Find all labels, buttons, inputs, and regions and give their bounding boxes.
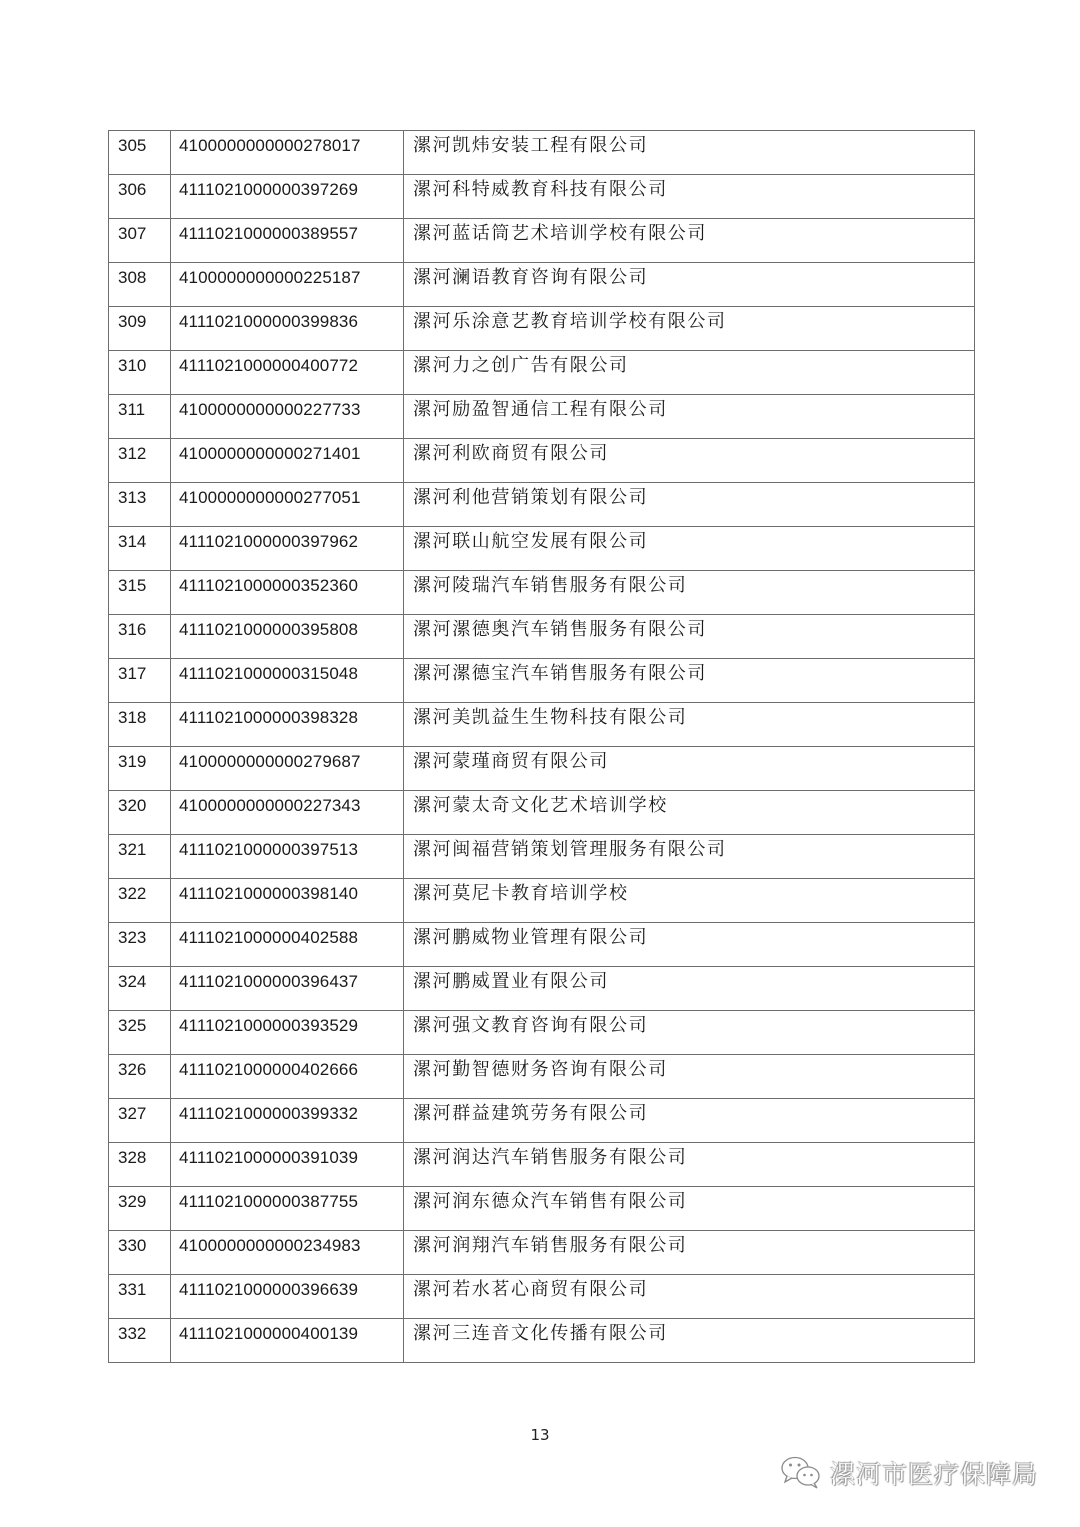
row-number: 309 bbox=[118, 312, 147, 331]
table-row bbox=[109, 967, 975, 1011]
code-cell bbox=[171, 1099, 404, 1143]
row-number-cell bbox=[109, 1099, 171, 1143]
company-name-cell bbox=[404, 1319, 975, 1363]
row-number-cell bbox=[109, 879, 171, 923]
table-row bbox=[109, 527, 975, 571]
company-name: 漯河漯德奥汽车销售服务有限公司 bbox=[413, 619, 707, 640]
company-name-cell bbox=[404, 351, 975, 395]
company-name-cell bbox=[404, 395, 975, 439]
company-name-cell bbox=[404, 219, 975, 263]
row-number-cell bbox=[109, 219, 171, 263]
table-row bbox=[109, 395, 975, 439]
organization-code: 4111021000000400772 bbox=[179, 356, 359, 375]
row-number-cell bbox=[109, 835, 171, 879]
company-name: 漯河三连音文化传播有限公司 bbox=[413, 1323, 668, 1344]
table-row bbox=[109, 1143, 975, 1187]
code-cell bbox=[171, 967, 404, 1011]
table-row bbox=[109, 1187, 975, 1231]
row-number-cell bbox=[109, 175, 171, 219]
company-name-cell bbox=[404, 175, 975, 219]
row-number-cell bbox=[109, 791, 171, 835]
code-cell bbox=[171, 1143, 404, 1187]
organization-code: 4100000000000227343 bbox=[179, 796, 361, 815]
company-name-cell bbox=[404, 1275, 975, 1319]
code-cell bbox=[171, 219, 404, 263]
row-number: 332 bbox=[118, 1324, 147, 1343]
row-number: 322 bbox=[118, 884, 147, 903]
code-cell bbox=[171, 1231, 404, 1275]
watermark-text: 漯河市医疗保障局 bbox=[830, 1460, 1039, 1489]
organization-code: 4111021000000395808 bbox=[179, 620, 359, 639]
row-number-cell bbox=[109, 923, 171, 967]
row-number: 315 bbox=[118, 576, 147, 595]
table-row bbox=[109, 307, 975, 351]
company-name: 漯河蓝话筒艺术培训学校有限公司 bbox=[413, 223, 707, 244]
company-name: 漯河鹏威物业管理有限公司 bbox=[413, 927, 649, 948]
table-row bbox=[109, 439, 975, 483]
row-number: 320 bbox=[118, 796, 147, 815]
organization-code: 4100000000000277051 bbox=[179, 488, 361, 507]
row-number: 313 bbox=[118, 488, 147, 507]
company-name: 漯河蒙瑾商贸有限公司 bbox=[413, 751, 609, 772]
row-number-cell bbox=[109, 1055, 171, 1099]
row-number-cell bbox=[109, 1275, 171, 1319]
company-name: 漯河群益建筑劳务有限公司 bbox=[413, 1103, 649, 1124]
row-number: 321 bbox=[118, 840, 147, 859]
code-cell bbox=[171, 307, 404, 351]
row-number: 308 bbox=[118, 268, 147, 287]
company-name-cell bbox=[404, 791, 975, 835]
table-row bbox=[109, 835, 975, 879]
organization-code: 4111021000000398140 bbox=[179, 884, 359, 903]
company-name-cell bbox=[404, 967, 975, 1011]
organization-code: 4111021000000399332 bbox=[179, 1104, 359, 1123]
company-name: 漯河强文教育咨询有限公司 bbox=[413, 1015, 649, 1036]
row-number: 305 bbox=[118, 136, 147, 155]
table-row bbox=[109, 263, 975, 307]
row-number-cell bbox=[109, 703, 171, 747]
row-number-cell bbox=[109, 395, 171, 439]
company-name-cell bbox=[404, 659, 975, 703]
row-number: 319 bbox=[118, 752, 147, 771]
company-name: 漯河若水茗心商贸有限公司 bbox=[413, 1279, 649, 1300]
organization-code: 4111021000000387755 bbox=[179, 1192, 359, 1211]
row-number: 307 bbox=[118, 224, 147, 243]
row-number: 330 bbox=[118, 1236, 147, 1255]
row-number: 329 bbox=[118, 1192, 147, 1211]
organization-code: 4111021000000400139 bbox=[179, 1324, 359, 1343]
code-cell bbox=[171, 439, 404, 483]
company-name-cell bbox=[404, 307, 975, 351]
table-row bbox=[109, 571, 975, 615]
organization-code: 4100000000000225187 bbox=[179, 268, 361, 287]
company-name: 漯河利欧商贸有限公司 bbox=[413, 443, 609, 464]
code-cell bbox=[171, 351, 404, 395]
watermark bbox=[780, 1455, 1038, 1491]
organization-code: 4111021000000389557 bbox=[179, 224, 359, 243]
company-name: 漯河力之创广告有限公司 bbox=[413, 355, 629, 376]
company-name-cell bbox=[404, 615, 975, 659]
company-list-table bbox=[108, 130, 975, 1363]
table-row bbox=[109, 1275, 975, 1319]
organization-code: 4100000000000278017 bbox=[179, 136, 361, 155]
company-name: 漯河漯德宝汽车销售服务有限公司 bbox=[413, 663, 707, 684]
code-cell bbox=[171, 175, 404, 219]
company-name: 漯河科特威教育科技有限公司 bbox=[413, 179, 668, 200]
company-name-cell bbox=[404, 439, 975, 483]
company-name-cell bbox=[404, 835, 975, 879]
company-name: 漯河利他营销策划有限公司 bbox=[413, 487, 649, 508]
company-name: 漯河润东德众汽车销售有限公司 bbox=[413, 1191, 688, 1212]
row-number: 331 bbox=[118, 1280, 147, 1299]
table-row bbox=[109, 703, 975, 747]
wechat-icon bbox=[780, 1455, 822, 1491]
table-row bbox=[109, 1231, 975, 1275]
row-number: 323 bbox=[118, 928, 147, 947]
table-row bbox=[109, 219, 975, 263]
row-number: 316 bbox=[118, 620, 147, 639]
company-name-cell bbox=[404, 879, 975, 923]
organization-code: 4100000000000234983 bbox=[179, 1236, 361, 1255]
organization-code: 4111021000000396437 bbox=[179, 972, 359, 991]
row-number-cell bbox=[109, 1143, 171, 1187]
company-name: 漯河联山航空发展有限公司 bbox=[413, 531, 649, 552]
organization-code: 4111021000000397269 bbox=[179, 180, 359, 199]
row-number-cell bbox=[109, 263, 171, 307]
company-name: 漯河凯炜安装工程有限公司 bbox=[413, 135, 649, 156]
organization-code: 4111021000000352360 bbox=[179, 576, 359, 595]
table-row bbox=[109, 1099, 975, 1143]
code-cell bbox=[171, 1187, 404, 1231]
row-number: 328 bbox=[118, 1148, 147, 1167]
company-name-cell bbox=[404, 1099, 975, 1143]
company-name-cell bbox=[404, 131, 975, 175]
code-cell bbox=[171, 131, 404, 175]
company-name-cell bbox=[404, 1231, 975, 1275]
row-number: 306 bbox=[118, 180, 147, 199]
row-number-cell bbox=[109, 1319, 171, 1363]
table-row bbox=[109, 791, 975, 835]
row-number-cell bbox=[109, 659, 171, 703]
company-name: 漯河乐涂意艺教育培训学校有限公司 bbox=[413, 311, 727, 332]
row-number-cell bbox=[109, 967, 171, 1011]
organization-code: 4111021000000399836 bbox=[179, 312, 359, 331]
row-number-cell bbox=[109, 131, 171, 175]
company-name: 漯河鹏威置业有限公司 bbox=[413, 971, 609, 992]
company-name-cell bbox=[404, 747, 975, 791]
code-cell bbox=[171, 263, 404, 307]
table-row bbox=[109, 1011, 975, 1055]
table-row bbox=[109, 175, 975, 219]
company-name: 漯河勤智德财务咨询有限公司 bbox=[413, 1059, 668, 1080]
table-row bbox=[109, 131, 975, 175]
organization-code: 4111021000000397513 bbox=[179, 840, 359, 859]
company-name: 漯河莫尼卡教育培训学校 bbox=[413, 883, 629, 904]
table-row bbox=[109, 351, 975, 395]
row-number: 314 bbox=[118, 532, 147, 551]
company-name: 漯河美凯益生生物科技有限公司 bbox=[413, 707, 688, 728]
company-name: 漯河陵瑞汽车销售服务有限公司 bbox=[413, 575, 688, 596]
code-cell bbox=[171, 395, 404, 439]
row-number-cell bbox=[109, 1231, 171, 1275]
row-number: 324 bbox=[118, 972, 147, 991]
table-body bbox=[109, 131, 975, 1363]
table-row bbox=[109, 747, 975, 791]
company-name: 漯河澜语教育咨询有限公司 bbox=[413, 267, 649, 288]
code-cell bbox=[171, 923, 404, 967]
row-number: 326 bbox=[118, 1060, 147, 1079]
row-number: 327 bbox=[118, 1104, 147, 1123]
organization-code: 4100000000000227733 bbox=[179, 400, 361, 419]
code-cell bbox=[171, 1055, 404, 1099]
row-number-cell bbox=[109, 351, 171, 395]
row-number: 310 bbox=[118, 356, 147, 375]
company-name: 漯河闽福营销策划管理服务有限公司 bbox=[413, 839, 727, 860]
company-name-cell bbox=[404, 483, 975, 527]
code-cell bbox=[171, 571, 404, 615]
row-number-cell bbox=[109, 747, 171, 791]
organization-code: 4111021000000402588 bbox=[179, 928, 359, 947]
company-name-cell bbox=[404, 1011, 975, 1055]
code-cell bbox=[171, 835, 404, 879]
code-cell bbox=[171, 615, 404, 659]
row-number: 318 bbox=[118, 708, 147, 727]
organization-code: 4111021000000393529 bbox=[179, 1016, 359, 1035]
organization-code: 4111021000000396639 bbox=[179, 1280, 359, 1299]
row-number: 312 bbox=[118, 444, 147, 463]
row-number: 311 bbox=[118, 400, 146, 419]
table-row bbox=[109, 1319, 975, 1363]
company-name-cell bbox=[404, 527, 975, 571]
code-cell bbox=[171, 703, 404, 747]
organization-code: 4111021000000397962 bbox=[179, 532, 359, 551]
organization-code: 4111021000000391039 bbox=[179, 1148, 359, 1167]
company-name: 漯河励盈智通信工程有限公司 bbox=[413, 399, 668, 420]
table-row bbox=[109, 879, 975, 923]
organization-code: 4100000000000279687 bbox=[179, 752, 361, 771]
company-name-cell bbox=[404, 703, 975, 747]
table-row bbox=[109, 1055, 975, 1099]
organization-code: 4111021000000398328 bbox=[179, 708, 359, 727]
organization-code: 4111021000000315048 bbox=[179, 664, 359, 683]
row-number-cell bbox=[109, 1187, 171, 1231]
code-cell bbox=[171, 1011, 404, 1055]
company-name-cell bbox=[404, 263, 975, 307]
code-cell bbox=[171, 791, 404, 835]
code-cell bbox=[171, 659, 404, 703]
company-name-cell bbox=[404, 1055, 975, 1099]
row-number: 325 bbox=[118, 1016, 147, 1035]
company-name: 漯河润达汽车销售服务有限公司 bbox=[413, 1147, 688, 1168]
row-number-cell bbox=[109, 307, 171, 351]
row-number-cell bbox=[109, 571, 171, 615]
code-cell bbox=[171, 483, 404, 527]
company-name: 漯河蒙太奇文化艺术培训学校 bbox=[413, 795, 668, 816]
company-name: 漯河润翔汽车销售服务有限公司 bbox=[413, 1235, 688, 1256]
table-row bbox=[109, 659, 975, 703]
code-cell bbox=[171, 1275, 404, 1319]
row-number-cell bbox=[109, 483, 171, 527]
row-number-cell bbox=[109, 1011, 171, 1055]
row-number-cell bbox=[109, 527, 171, 571]
company-name-cell bbox=[404, 1143, 975, 1187]
organization-code: 4100000000000271401 bbox=[179, 444, 361, 463]
row-number-cell bbox=[109, 439, 171, 483]
company-name-cell bbox=[404, 923, 975, 967]
organization-code: 4111021000000402666 bbox=[179, 1060, 359, 1079]
table-row bbox=[109, 615, 975, 659]
row-number-cell bbox=[109, 615, 171, 659]
code-cell bbox=[171, 879, 404, 923]
table-row bbox=[109, 483, 975, 527]
table-row bbox=[109, 923, 975, 967]
company-name-cell bbox=[404, 571, 975, 615]
code-cell bbox=[171, 1319, 404, 1363]
code-cell bbox=[171, 527, 404, 571]
page-number: 13 bbox=[530, 1426, 550, 1444]
company-name-cell bbox=[404, 1187, 975, 1231]
code-cell bbox=[171, 747, 404, 791]
row-number: 317 bbox=[118, 664, 147, 683]
